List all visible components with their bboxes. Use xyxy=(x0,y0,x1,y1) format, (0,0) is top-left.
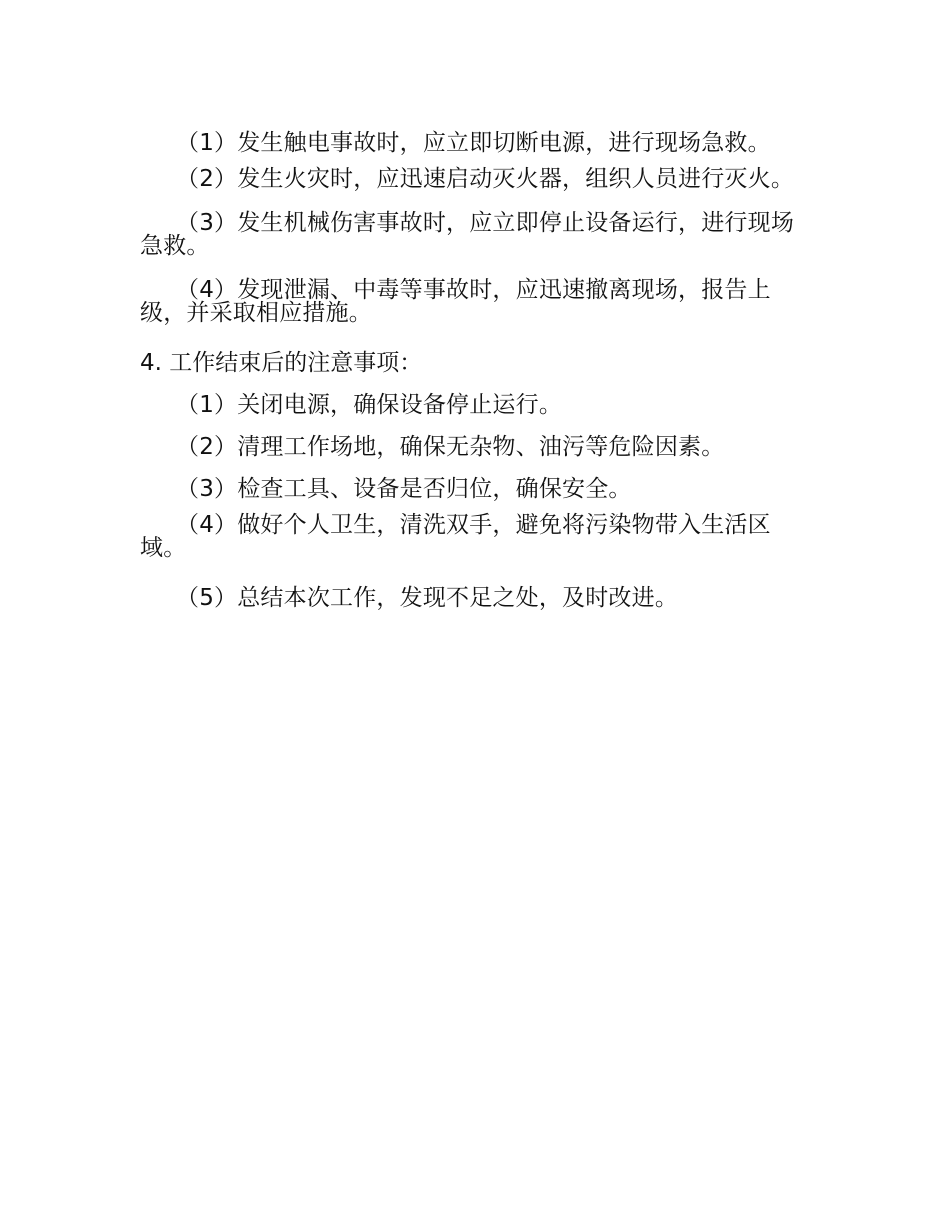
end-of-work-item-3: （3）检查工具、设备是否归位，确保安全。 xyxy=(176,476,632,502)
emergency-item-1: （1）发生触电事故时，应立即切断电源，进行现场急救。 xyxy=(176,130,771,156)
end-of-work-item-5: （5）总结本次工作，发现不足之处，及时改进。 xyxy=(176,585,679,611)
emergency-item-4: （4）发现泄漏、中毒等事故时，应迅速撤离现场，报告上级，并采取相应措施。 xyxy=(140,277,771,326)
end-of-work-item-4: （4）做好个人卫生，清洗双手，避免将污染物带入生活区域。 xyxy=(140,512,771,561)
end-of-work-item-1: （1）关闭电源，确保设备停止运行。 xyxy=(176,392,563,418)
emergency-item-3: （3）发生机械伤害事故时，应立即停止设备运行，进行现场急救。 xyxy=(140,210,795,259)
end-of-work-item-2: （2）清理工作场地，确保无杂物、油污等危险因素。 xyxy=(176,434,725,460)
section-4-heading: 4. 工作结束后的注意事项： xyxy=(140,350,423,376)
emergency-item-2: （2）发生火灾时，应迅速启动灭火器，组织人员进行灭火。 xyxy=(176,166,795,192)
document-body xyxy=(140,126,805,623)
